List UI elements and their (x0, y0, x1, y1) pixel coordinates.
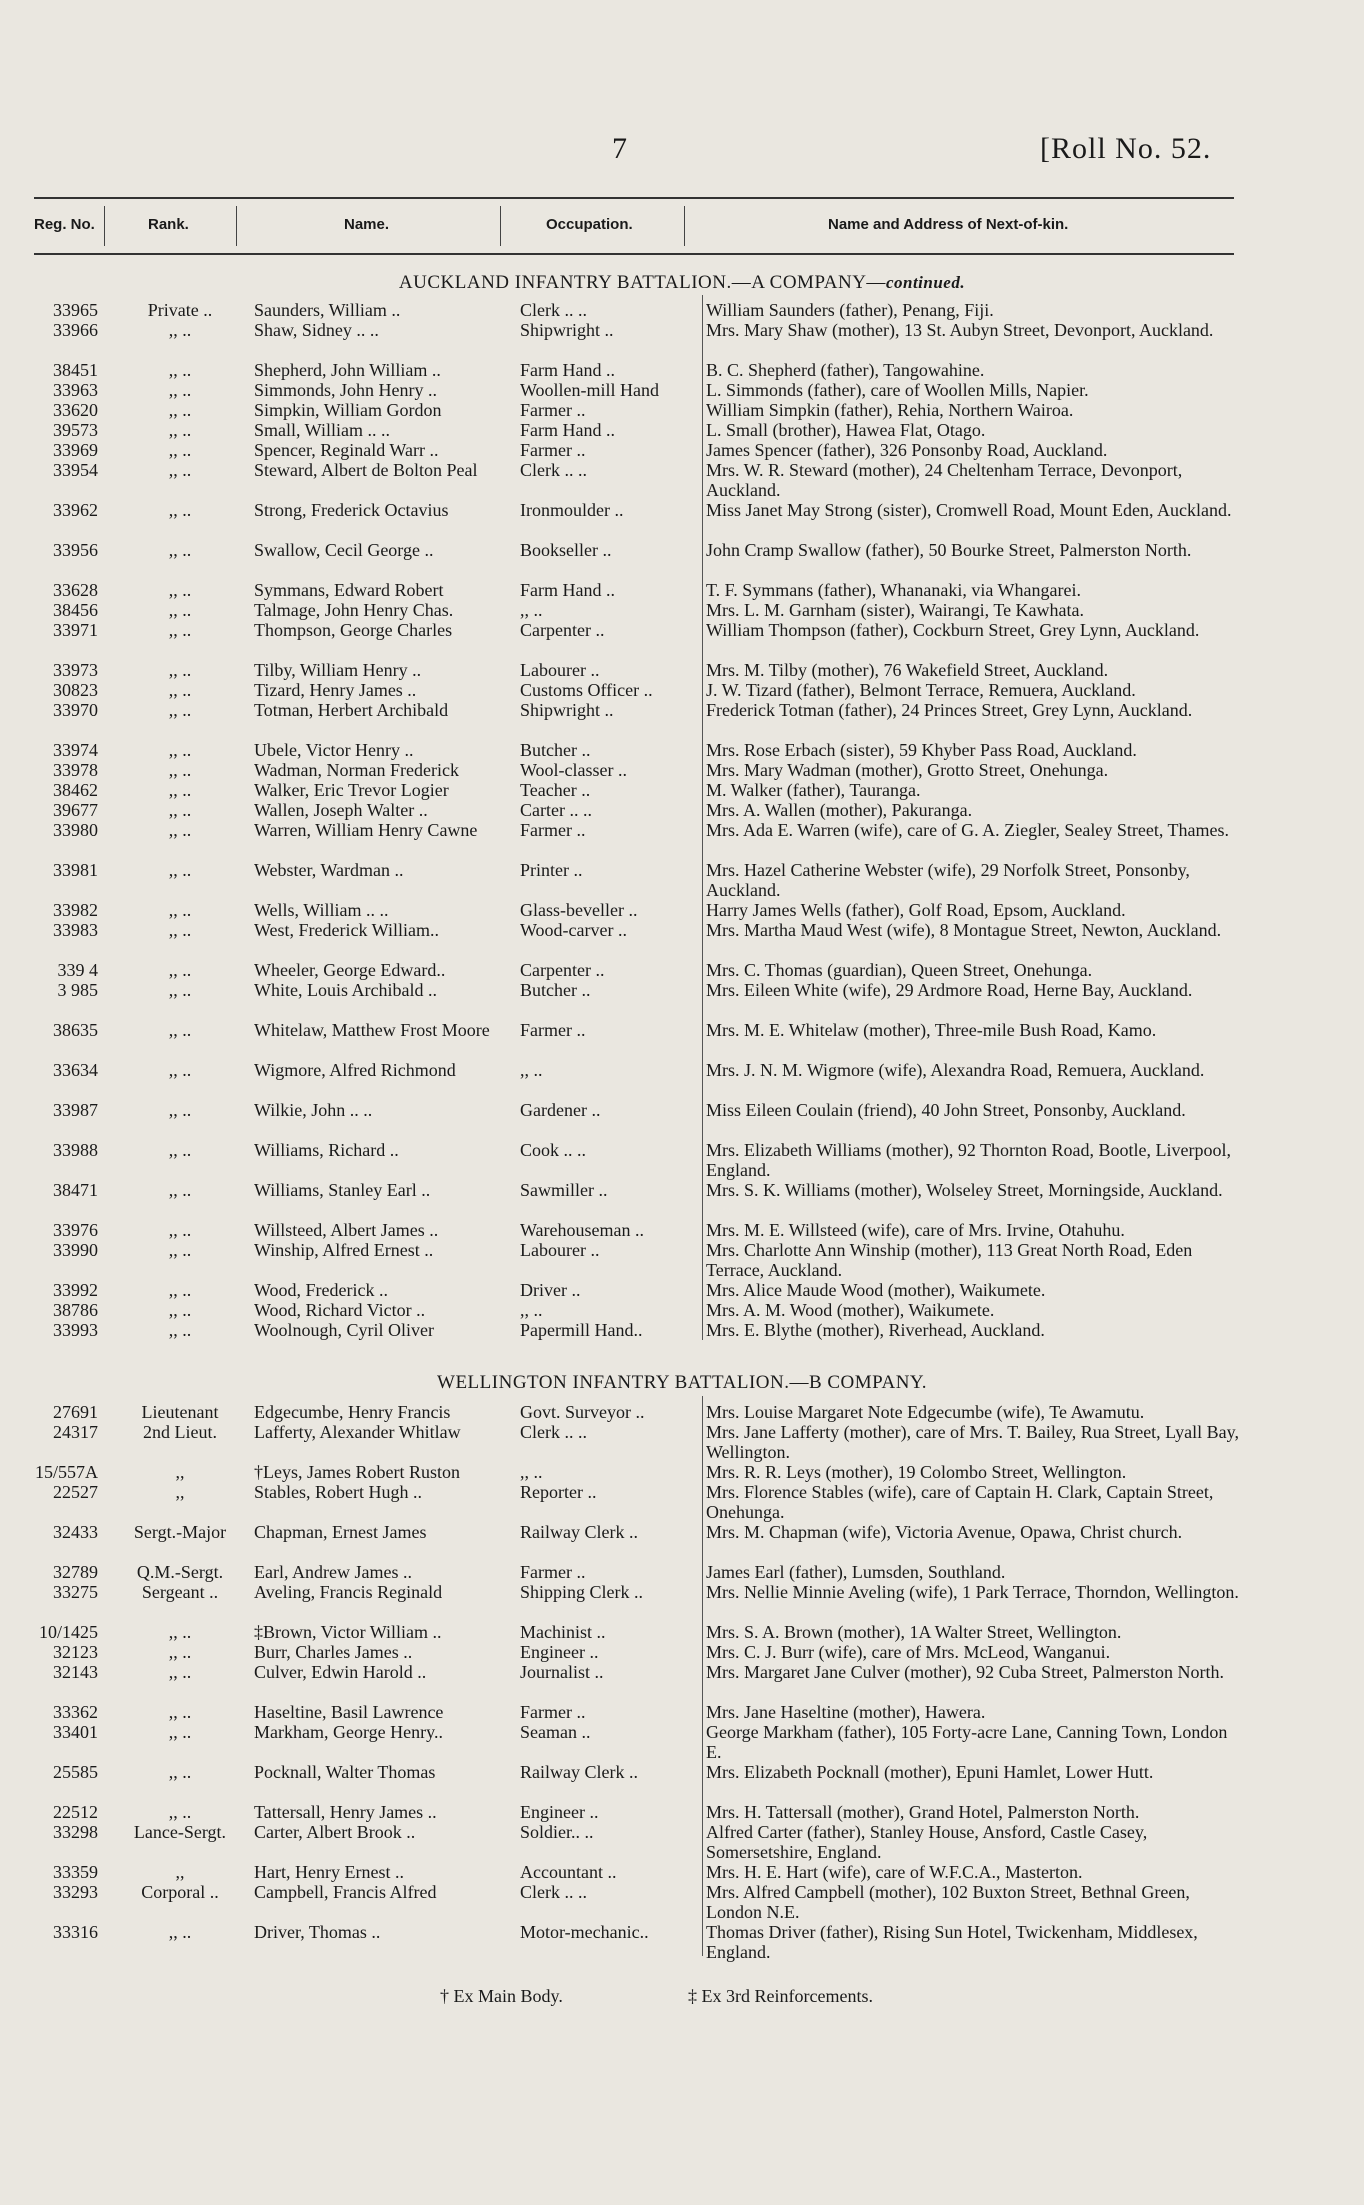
occupation: Farmer .. (520, 820, 586, 840)
reg-number: 33973 (53, 660, 98, 680)
next-of-kin: Mrs. S. A. Brown (mother), 1A Walter Street, Wellington. (706, 1622, 1122, 1642)
soldier-name: White, Louis Archibald .. (254, 980, 437, 1000)
reg-number: 38471 (53, 1180, 98, 1200)
col-head-name: Name. (344, 216, 390, 233)
next-of-kin: Mrs. A. M. Wood (mother), Waikumete. (706, 1300, 995, 1320)
soldier-name: Totman, Herbert Archibald (254, 700, 449, 720)
rank: ,, .. (168, 920, 192, 940)
occupation: Shipwright .. (520, 320, 614, 340)
next-of-kin: James Earl (father), Lumsden, Southland. (706, 1562, 1006, 1582)
soldier-name: Williams, Stanley Earl .. (254, 1180, 431, 1200)
reg-number: 10/1425 (38, 1622, 98, 1642)
next-of-kin: George Markham (father), 105 Forty-acre Lane, Canning Town, London E. (706, 1722, 1228, 1762)
rank: ,, .. (168, 660, 192, 680)
occupation: Gardener .. (520, 1100, 601, 1120)
reg-number: 33956 (53, 540, 98, 560)
reg-number: 33293 (53, 1882, 98, 1902)
reg-number: 33628 (53, 580, 98, 600)
occupation: Motor-mechanic.. (520, 1922, 649, 1942)
reg-number: 33966 (53, 320, 98, 340)
rank: ,, .. (168, 1622, 192, 1642)
occupation: Shipping Clerk .. (520, 1582, 644, 1602)
soldier-name: Swallow, Cecil George .. (254, 540, 434, 560)
reg-number: 33981 (53, 860, 98, 880)
reg-number: 32123 (53, 1642, 98, 1662)
next-of-kin: Mrs. Hazel Catherine Webster (wife), 29 Norfolk Street, Ponsonby, Auckland. (706, 860, 1190, 900)
rank: ,, .. (168, 420, 192, 440)
occupation: Papermill Hand.. (520, 1320, 643, 1340)
rank: ,, .. (168, 960, 192, 980)
rank: ,, .. (168, 320, 192, 340)
rank: ,, .. (168, 360, 192, 380)
section-title-text: AUCKLAND INFANTRY BATTALION.—A COMPANY— (398, 272, 886, 293)
reg-number: 33275 (53, 1582, 98, 1602)
rank: Lieutenant (141, 1402, 219, 1422)
rank: ,, .. (168, 400, 192, 420)
soldier-name: Campbell, Francis Alfred (254, 1882, 437, 1902)
page-number: 7 (612, 132, 627, 165)
soldier-name: Thompson, George Charles (254, 620, 453, 640)
next-of-kin: Mrs. Rose Erbach (sister), 59 Khyber Pass Road, Auckland. (706, 740, 1137, 760)
soldier-name: Webster, Wardman .. (254, 860, 404, 880)
footnote-main-body: † Ex Main Body. (440, 1986, 563, 2006)
soldier-name: Edgecumbe, Henry Francis (254, 1402, 451, 1422)
soldier-name: Markham, George Henry.. (254, 1722, 443, 1742)
col-sep (104, 206, 105, 246)
next-of-kin: Mrs. S. K. Williams (mother), Wolseley Street, Morningside, Auckland. (706, 1180, 1223, 1200)
soldier-name: ‡Brown, Victor William .. (254, 1622, 442, 1642)
rank: ,, .. (168, 1020, 192, 1040)
rank: ,, .. (168, 1240, 192, 1260)
occupation: ,, .. (520, 1060, 543, 1080)
occupation: Printer .. (520, 860, 583, 880)
reg-number: 33990 (53, 1240, 98, 1260)
reg-number: 33993 (53, 1320, 98, 1340)
rank: ,, .. (168, 1180, 192, 1200)
next-of-kin: Mrs. Jane Lafferty (mother), care of Mrs. T. Bailey, Rua Street, Lyall Bay, Wellington. (706, 1422, 1240, 1462)
reg-number: 33965 (53, 300, 98, 320)
next-of-kin: Mrs. Nellie Minnie Aveling (wife), 1 Park Terrace, Thorndon, Wellington. (706, 1582, 1239, 1602)
rank: Private .. (147, 300, 213, 320)
next-of-kin: Mrs. Mary Shaw (mother), 13 St. Aubyn Street, Devonport, Auckland. (706, 320, 1214, 340)
rank: ,, (175, 1462, 185, 1482)
soldier-name: Talmage, John Henry Chas. (254, 600, 454, 620)
soldier-name: Tizard, Henry James .. (254, 680, 417, 700)
soldier-name: Burr, Charles James .. (254, 1642, 413, 1662)
next-of-kin: Miss Eileen Coulain (friend), 40 John Street, Ponsonby, Auckland. (706, 1100, 1186, 1120)
reg-number: 33954 (53, 460, 98, 480)
next-of-kin: Mrs. Alfred Campbell (mother), 102 Buxton Street, Bethnal Green, London N.E. (706, 1882, 1190, 1922)
soldier-name: Simpkin, William Gordon (254, 400, 442, 420)
occupation: ,, .. (520, 1462, 543, 1482)
occupation: Farmer .. (520, 1702, 586, 1722)
next-of-kin: J. W. Tizard (father), Belmont Terrace, Remuera, Auckland. (706, 680, 1136, 700)
reg-number: 22527 (53, 1482, 98, 1502)
soldier-name: Pocknall, Walter Thomas (254, 1762, 436, 1782)
next-of-kin: Mrs. Elizabeth Williams (mother), 92 Thornton Road, Bootle, Liverpool, England. (706, 1140, 1232, 1180)
reg-number: 33988 (53, 1140, 98, 1160)
rank: Sergeant .. (141, 1582, 219, 1602)
rank: ,, .. (168, 1642, 192, 1662)
next-of-kin: T. F. Symmans (father), Whananaki, via Whangarei. (706, 580, 1081, 600)
next-of-kin: Mrs. Alice Maude Wood (mother), Waikumete. (706, 1280, 1046, 1300)
soldier-name: †Leys, James Robert Ruston (254, 1462, 460, 1482)
occupation: Seaman .. (520, 1722, 591, 1742)
rank: ,, .. (168, 440, 192, 460)
reg-number: 32433 (53, 1522, 98, 1542)
occupation: Warehouseman .. (520, 1220, 645, 1240)
next-of-kin: John Cramp Swallow (father), 50 Bourke Street, Palmerston North. (706, 540, 1192, 560)
section-title-text: WELLINGTON INFANTRY BATTALION.—B COMPANY. (437, 1372, 927, 1393)
soldier-name: Strong, Frederick Octavius (254, 500, 449, 520)
rank: ,, .. (168, 540, 192, 560)
next-of-kin: Mrs. Florence Stables (wife), care of Captain H. Clark, Captain Street, Onehunga. (706, 1482, 1214, 1522)
reg-number: 38786 (53, 1300, 98, 1320)
occupation: ,, .. (520, 1300, 543, 1320)
reg-number: 33992 (53, 1280, 98, 1300)
soldier-name: Walker, Eric Trevor Logier (254, 780, 449, 800)
occupation: Glass-beveller .. (520, 900, 638, 920)
next-of-kin: Mrs. M. Tilby (mother), 76 Wakefield Street, Auckland. (706, 660, 1109, 680)
occupation: Farmer .. (520, 1562, 586, 1582)
next-of-kin: Mrs. E. Blythe (mother), Riverhead, Auckland. (706, 1320, 1045, 1340)
rank: Q.M.-Sergt. (136, 1562, 224, 1582)
rank: ,, .. (168, 1100, 192, 1120)
reg-number: 24317 (53, 1422, 98, 1442)
footnote-3rd-reinforcements: ‡ Ex 3rd Reinforcements. (688, 1986, 873, 2006)
occupation: Clerk .. .. (520, 1422, 587, 1442)
next-of-kin: Thomas Driver (father), Rising Sun Hotel, Twickenham, Middlesex, England. (706, 1922, 1198, 1962)
next-of-kin: Mrs. Elizabeth Pocknall (mother), Epuni Hamlet, Lower Hutt. (706, 1762, 1154, 1782)
reg-number: 38456 (53, 600, 98, 620)
rank: ,, .. (168, 860, 192, 880)
rank: ,, .. (168, 500, 192, 520)
rank: ,, .. (168, 1762, 192, 1782)
reg-number: 39677 (53, 800, 98, 820)
occupation: Accountant .. (520, 1862, 617, 1882)
occupation: Clerk .. .. (520, 300, 587, 320)
rank: ,, .. (168, 460, 192, 480)
header-rule-top (34, 197, 1234, 199)
occupation: Engineer .. (520, 1642, 599, 1662)
soldier-name: Driver, Thomas .. (254, 1922, 381, 1942)
next-of-kin: Mrs. L. M. Garnham (sister), Wairangi, Te Kawhata. (706, 600, 1085, 620)
reg-number: 33359 (53, 1862, 98, 1882)
soldier-name: Wood, Frederick .. (254, 1280, 389, 1300)
reg-number: 33987 (53, 1100, 98, 1120)
rank: ,, .. (168, 980, 192, 1000)
occupation: Railway Clerk .. (520, 1522, 638, 1542)
next-of-kin: Mrs. M. Chapman (wife), Victoria Avenue, Opawa, Christ church. (706, 1522, 1183, 1542)
reg-number: 33978 (53, 760, 98, 780)
next-of-kin: Mrs. C. Thomas (guardian), Queen Street, Onehunga. (706, 960, 1093, 980)
next-of-kin: Mrs. Ada E. Warren (wife), care of G. A. Ziegler, Sealey Street, Thames. (706, 820, 1229, 840)
next-of-kin: William Thompson (father), Cockburn Street, Grey Lynn, Auckland. (706, 620, 1200, 640)
reg-number: 39573 (53, 420, 98, 440)
next-of-kin: Mrs. Eileen White (wife), 29 Ardmore Road, Herne Bay, Auckland. (706, 980, 1193, 1000)
rank: ,, .. (168, 820, 192, 840)
soldier-name: Whitelaw, Matthew Frost Moore (254, 1020, 490, 1040)
occupation: Bookseller .. (520, 540, 612, 560)
next-of-kin: Mrs. Charlotte Ann Winship (mother), 113 Great North Road, Eden Terrace, Auckland. (706, 1240, 1193, 1280)
soldier-name: Small, William .. .. (254, 420, 390, 440)
soldier-name: Wigmore, Alfred Richmond (254, 1060, 456, 1080)
soldier-name: Wheeler, George Edward.. (254, 960, 446, 980)
reg-number: 3 985 (57, 980, 98, 1000)
reg-number: 38635 (53, 1020, 98, 1040)
rank: ,, .. (168, 1060, 192, 1080)
reg-number: 33963 (53, 380, 98, 400)
occupation: Labourer .. (520, 660, 600, 680)
soldier-name: Williams, Richard .. (254, 1140, 399, 1160)
rank: Lance-Sergt. (133, 1822, 227, 1842)
rank: 2nd Lieut. (143, 1422, 217, 1442)
rank: ,, .. (168, 740, 192, 760)
soldier-name: Culver, Edwin Harold .. (254, 1662, 427, 1682)
rank: ,, .. (168, 1300, 192, 1320)
reg-number: 339 4 (57, 960, 98, 980)
rank: ,, .. (168, 900, 192, 920)
soldier-name: Carter, Albert Brook .. (254, 1822, 416, 1842)
occupation: Woollen-mill Hand (520, 380, 660, 400)
rank: ,, .. (168, 380, 192, 400)
next-of-kin: Mrs. Martha Maud West (wife), 8 Montague Street, Newton, Auckland. (706, 920, 1222, 940)
next-of-kin: Frederick Totman (father), 24 Princes Street, Grey Lynn, Auckland. (706, 700, 1193, 720)
rank: ,, .. (168, 680, 192, 700)
occupation: Wool-classer .. (520, 760, 628, 780)
occupation: Clerk .. .. (520, 460, 587, 480)
reg-number: 33634 (53, 1060, 98, 1080)
rank: ,, .. (168, 1702, 192, 1722)
reg-number: 22512 (53, 1802, 98, 1822)
soldier-name: Shaw, Sidney .. .. (254, 320, 379, 340)
soldier-name: Lafferty, Alexander Whitlaw (254, 1422, 461, 1442)
occupation: Labourer .. (520, 1240, 600, 1260)
reg-number: 33401 (53, 1722, 98, 1742)
next-of-kin: L. Simmonds (father), care of Woollen Mills, Napier. (706, 380, 1089, 400)
occupation: Govt. Surveyor .. (520, 1402, 645, 1422)
reg-number: 38451 (53, 360, 98, 380)
occupation: Farm Hand .. (520, 580, 615, 600)
col-sep (500, 206, 501, 246)
next-of-kin: Mrs. H. E. Hart (wife), care of W.F.C.A., Masterton. (706, 1862, 1083, 1882)
col-sep (236, 206, 237, 246)
occupation: Soldier.. .. (520, 1822, 594, 1842)
soldier-name: Aveling, Francis Reginald (254, 1582, 443, 1602)
next-of-kin: Mrs. J. N. M. Wigmore (wife), Alexandra Road, Remuera, Auckland. (706, 1060, 1205, 1080)
section-title-continued: continued. (885, 273, 966, 292)
occupation: Reporter .. (520, 1482, 597, 1502)
reg-number: 33969 (53, 440, 98, 460)
soldier-name: Wells, William .. .. (254, 900, 389, 920)
occupation: Journalist .. (520, 1662, 604, 1682)
occupation: Carpenter .. (520, 960, 605, 980)
occupation: Clerk .. .. (520, 1882, 587, 1902)
header-rule-bottom (34, 253, 1234, 255)
reg-number: 15/557A (35, 1462, 98, 1482)
occupation: Farmer .. (520, 1020, 586, 1040)
reg-number: 33976 (53, 1220, 98, 1240)
soldier-name: Tattersall, Henry James .. (254, 1802, 437, 1822)
reg-number: 30823 (53, 680, 98, 700)
soldier-name: Wood, Richard Victor .. (254, 1300, 426, 1320)
occupation: Carter .. .. (520, 800, 592, 820)
occupation: Driver .. (520, 1280, 581, 1300)
column-rule (702, 295, 703, 1340)
section-title-auckland (0, 272, 1364, 294)
reg-number: 25585 (53, 1762, 98, 1782)
occupation: Wood-carver .. (520, 920, 627, 940)
soldier-name: Woolnough, Cyril Oliver (254, 1320, 435, 1340)
rank: ,, .. (168, 1922, 192, 1942)
next-of-kin: B. C. Shepherd (father), Tangowahine. (706, 360, 985, 380)
next-of-kin: Mrs. Louise Margaret Note Edgecumbe (wife), Te Awamutu. (706, 1402, 1145, 1422)
rank: ,, .. (168, 1802, 192, 1822)
rank: ,, .. (168, 1722, 192, 1742)
rank: ,, .. (168, 760, 192, 780)
occupation: Carpenter .. (520, 620, 605, 640)
soldier-name: Spencer, Reginald Warr .. (254, 440, 439, 460)
rank: ,, .. (168, 1140, 192, 1160)
rank: ,, .. (168, 620, 192, 640)
soldier-name: Saunders, William .. (254, 300, 401, 320)
reg-number: 38462 (53, 780, 98, 800)
rank: ,, .. (168, 700, 192, 720)
occupation: Railway Clerk .. (520, 1762, 638, 1782)
reg-number: 27691 (53, 1402, 98, 1422)
occupation: Shipwright .. (520, 700, 614, 720)
soldier-name: Wadman, Norman Frederick (254, 760, 459, 780)
occupation: Machinist .. (520, 1622, 606, 1642)
reg-number: 33982 (53, 900, 98, 920)
section-title-wellington (0, 1372, 1364, 1394)
reg-number: 32789 (53, 1562, 98, 1582)
col-sep (684, 206, 685, 246)
next-of-kin: Harry James Wells (father), Golf Road, Epsom, Auckland. (706, 900, 1126, 920)
reg-number: 33316 (53, 1922, 98, 1942)
soldier-name: Warren, William Henry Cawne (254, 820, 478, 840)
occupation: Farm Hand .. (520, 360, 615, 380)
rank: ,, (175, 1482, 185, 1502)
rank: ,, .. (168, 1320, 192, 1340)
next-of-kin: Mrs. H. Tattersall (mother), Grand Hotel, Palmerston North. (706, 1802, 1140, 1822)
col-head-kin: Name and Address of Next-of-kin. (828, 216, 1069, 233)
rank: ,, .. (168, 1280, 192, 1300)
next-of-kin: Mrs. W. R. Steward (mother), 24 Cheltenham Terrace, Devonport, Auckland. (706, 460, 1183, 500)
rank: Corporal .. (141, 1882, 219, 1902)
occupation: Butcher .. (520, 980, 591, 1000)
next-of-kin: William Saunders (father), Penang, Fiji. (706, 300, 994, 320)
soldier-name: Tilby, William Henry .. (254, 660, 422, 680)
occupation: Farmer .. (520, 440, 586, 460)
occupation: Sawmiller .. (520, 1180, 608, 1200)
next-of-kin: M. Walker (father), Tauranga. (706, 780, 921, 800)
rank: ,, .. (168, 600, 192, 620)
next-of-kin: Miss Janet May Strong (sister), Cromwell Road, Mount Eden, Auckland. (706, 500, 1232, 520)
occupation: Ironmoulder .. (520, 500, 624, 520)
next-of-kin: William Simpkin (father), Rehia, Northern Wairoa. (706, 400, 1074, 420)
reg-number: 32143 (53, 1662, 98, 1682)
soldier-name: Simmonds, John Henry .. (254, 380, 438, 400)
occupation: Teacher .. (520, 780, 591, 800)
col-head-occupation: Occupation. (546, 216, 633, 233)
occupation: Engineer .. (520, 1802, 599, 1822)
soldier-name: Chapman, Ernest James (254, 1522, 427, 1542)
next-of-kin: Mrs. Jane Haseltine (mother), Hawera. (706, 1702, 986, 1722)
rank: ,, .. (168, 1220, 192, 1240)
soldier-name: Willsteed, Albert James .. (254, 1220, 439, 1240)
soldier-name: West, Frederick William.. (254, 920, 439, 940)
next-of-kin: Mrs. Mary Wadman (mother), Grotto Street, Onehunga. (706, 760, 1109, 780)
reg-number: 33983 (53, 920, 98, 940)
occupation: Farmer .. (520, 400, 586, 420)
soldier-name: Symmans, Edward Robert (254, 580, 444, 600)
col-head-rank: Rank. (148, 216, 189, 233)
soldier-name: Ubele, Victor Henry .. (254, 740, 414, 760)
reg-number: 33298 (53, 1822, 98, 1842)
soldier-name: Wallen, Joseph Walter .. (254, 800, 428, 820)
reg-number: 33362 (53, 1702, 98, 1722)
soldier-name: Hart, Henry Ernest .. (254, 1862, 404, 1882)
reg-number: 33974 (53, 740, 98, 760)
occupation: Customs Officer .. (520, 680, 653, 700)
reg-number: 33970 (53, 700, 98, 720)
soldier-name: Haseltine, Basil Lawrence (254, 1702, 444, 1722)
occupation: Farm Hand .. (520, 420, 615, 440)
reg-number: 33980 (53, 820, 98, 840)
soldier-name: Steward, Albert de Bolton Peal (254, 460, 478, 480)
soldier-name: Earl, Andrew James .. (254, 1562, 412, 1582)
next-of-kin: Mrs. C. J. Burr (wife), care of Mrs. McLeod, Wanganui. (706, 1642, 1111, 1662)
soldier-name: Wilkie, John .. .. (254, 1100, 373, 1120)
next-of-kin: Mrs. A. Wallen (mother), Pakuranga. (706, 800, 973, 820)
col-head-reg: Reg. No. (34, 216, 95, 233)
next-of-kin: Mrs. M. E. Whitelaw (mother), Three-mile Bush Road, Kamo. (706, 1020, 1157, 1040)
occupation: Cook .. .. (520, 1140, 587, 1160)
column-rule (702, 1396, 703, 1956)
next-of-kin: L. Small (brother), Hawea Flat, Otago. (706, 420, 986, 440)
roll-number: [Roll No. 52. (1040, 132, 1212, 165)
next-of-kin: Mrs. Margaret Jane Culver (mother), 92 Cuba Street, Palmerston North. (706, 1662, 1225, 1682)
rank: ,, .. (168, 580, 192, 600)
reg-number: 33971 (53, 620, 98, 640)
occupation: ,, .. (520, 600, 543, 620)
rank: ,, .. (168, 780, 192, 800)
soldier-name: Stables, Robert Hugh .. (254, 1482, 422, 1502)
occupation: Butcher .. (520, 740, 591, 760)
rank: ,, (175, 1862, 185, 1882)
soldier-name: Shepherd, John William .. (254, 360, 441, 380)
next-of-kin: Mrs. R. R. Leys (mother), 19 Colombo Street, Wellington. (706, 1462, 1127, 1482)
next-of-kin: Alfred Carter (father), Stanley House, Ansford, Castle Casey, Somersetshire, England. (706, 1822, 1148, 1862)
soldier-name: Winship, Alfred Ernest .. (254, 1240, 434, 1260)
rank: Sergt.-Major (133, 1522, 227, 1542)
reg-number: 33962 (53, 500, 98, 520)
rank: ,, .. (168, 800, 192, 820)
next-of-kin: Mrs. M. E. Willsteed (wife), care of Mrs. Irvine, Otahuhu. (706, 1220, 1125, 1240)
next-of-kin: James Spencer (father), 326 Ponsonby Road, Auckland. (706, 440, 1108, 460)
rank: ,, .. (168, 1662, 192, 1682)
reg-number: 33620 (53, 400, 98, 420)
